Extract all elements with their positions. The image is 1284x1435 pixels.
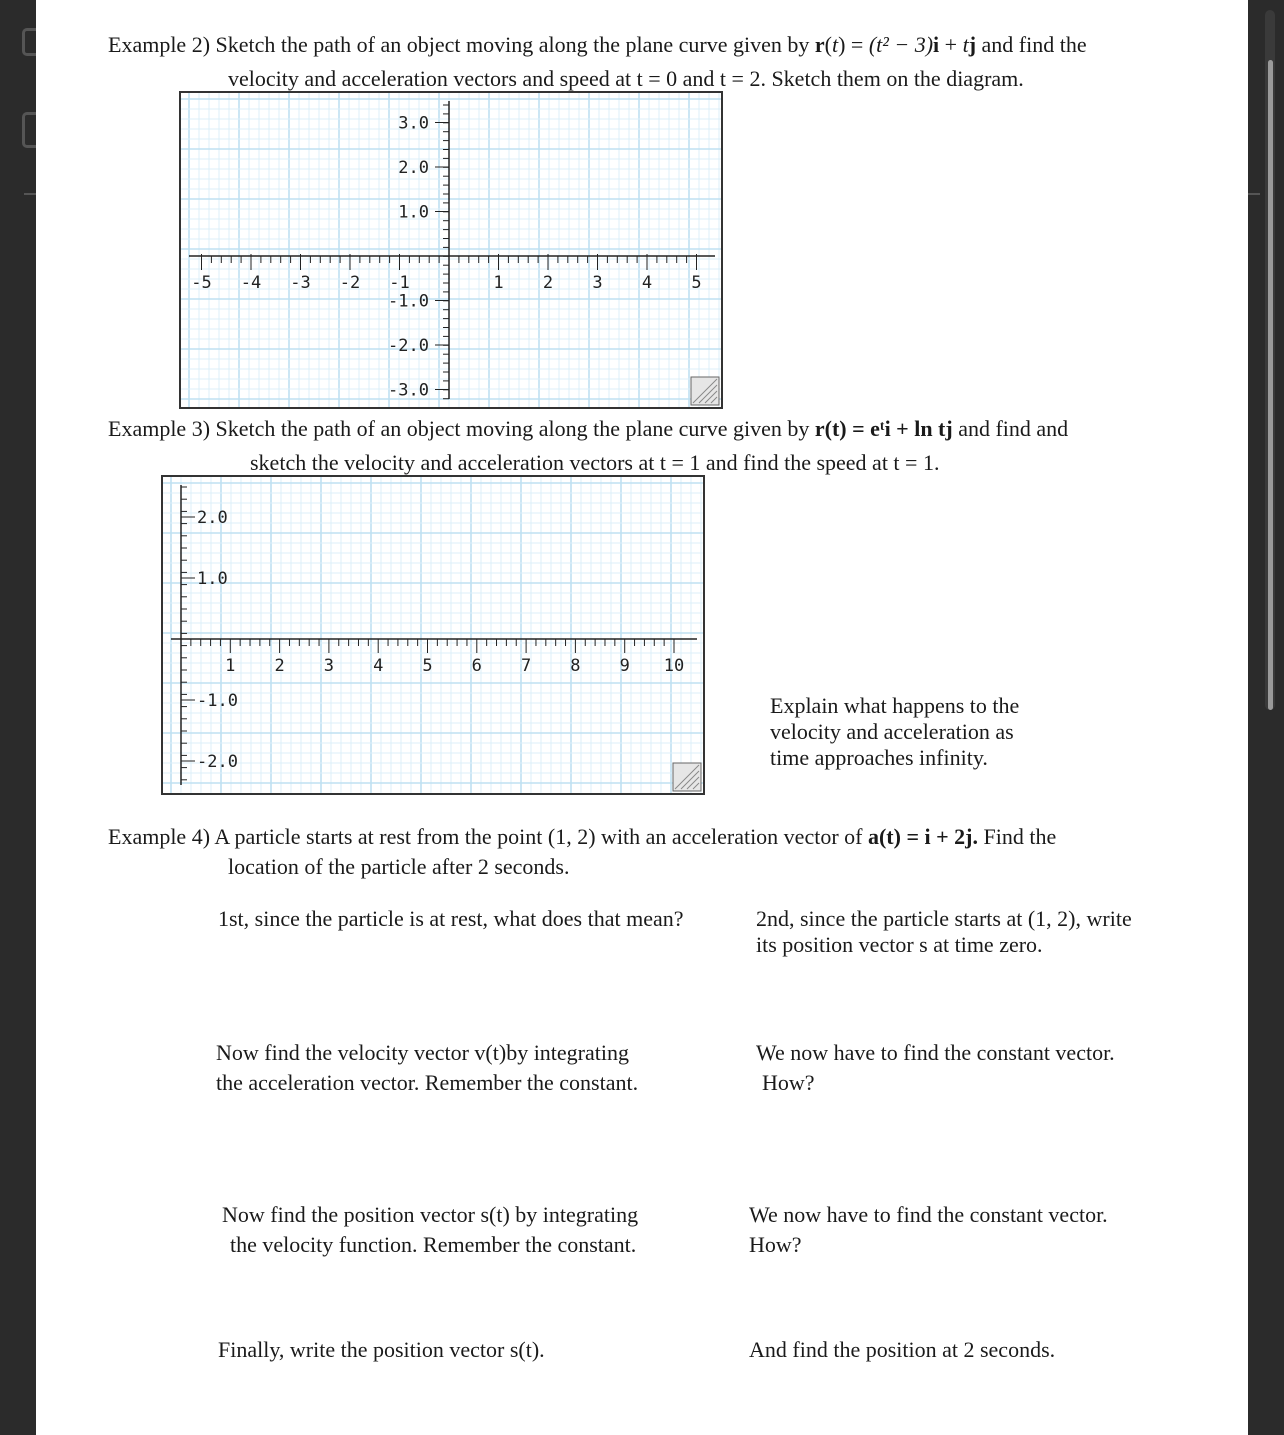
left-sidebar [0,0,36,1435]
question-3-line: Now find the velocity vector v(t)by integrating [216,1040,629,1065]
question-6-line: How? [749,1232,802,1257]
y-tick-label: -3.0 [388,380,429,401]
example-3-line-1 [108,416,1068,442]
example-3-formula: r(t) = eᵗi + ln tj [814,416,953,441]
divider [1248,193,1260,195]
x-tick-label: 9 [619,656,630,676]
question-3 [216,1038,638,1098]
formula-t: t [831,32,839,57]
example-2-line-1: Example 2) Sketch the path of an object moving along the plane curve given by r(t) = (t² − 3)i + tj and find the [108,32,1087,57]
x-tick-label: -3 [290,273,311,293]
question-7: Finally, write the position vector s(t). [218,1337,545,1362]
example-4-text: A particle starts at rest from the point (1, 2) with an acceleration vector of [214,824,863,849]
formula-j: j [968,32,977,57]
x-tick-label: -1 [389,273,410,293]
example-2-text: Sketch the path of an object moving along the plane curve given by [215,32,810,57]
explain-text [770,693,1019,771]
question-4-line: We now have to find the constant vector. [756,1040,1115,1065]
formula-r: r [814,32,825,57]
y-tick-label: 3.0 [398,113,429,134]
question-5-line: Now find the position vector s(t) by integrating [222,1202,639,1227]
x-tick-label: -4 [240,273,262,293]
example-4-line-2: location of the particle after 2 seconds. [228,854,570,879]
x-tick-label: 10 [663,656,685,676]
x-tick-label: 8 [570,656,581,676]
formula-i: i [933,32,940,57]
example-3-text-end: and find and [958,416,1069,441]
y-tick-label: -1.0 [197,691,238,711]
example-4-text-end: Find the [983,824,1057,849]
example-3-text: Sketch the path of an object moving along the plane curve given by [215,416,810,441]
formula-eq: = [850,32,864,57]
question-6-line: We now have to find the constant vector. [749,1202,1108,1227]
y-tick-label: 2.0 [197,508,228,528]
x-tick-label: 5 [422,656,433,676]
grid-graph-2 [181,93,721,407]
x-tick-label: 3 [323,656,335,676]
question-5 [222,1200,638,1260]
y-tick-label: -2.0 [197,752,238,772]
x-tick-label: 4 [373,656,384,676]
x-tick-label: 6 [471,656,482,676]
y-tick-label: 1.0 [398,202,429,223]
example-4-line-1 [108,824,1056,850]
question-2 [756,906,1132,958]
question-4 [756,1038,1115,1098]
x-tick-label: 2 [542,273,554,293]
example-3-line-2: sketch the velocity and acceleration vectors at t = 1 and find the speed at t = 1. [250,450,940,475]
example-2-text-end: and find the [981,32,1087,57]
divider [24,193,36,195]
y-tick-label: -1.0 [388,291,429,312]
example-2-label: Example 2) [108,32,211,57]
question-4-line: How? [762,1070,815,1095]
question-2-line: its position vector s at time zero. [756,932,1043,957]
x-tick-label: 5 [691,273,702,293]
explain-line: time approaches infinity. [770,745,988,770]
x-tick-label: 1 [225,656,236,676]
question-5-line: the velocity function. Remember the constant. [230,1232,637,1257]
question-3-line: the acceleration vector. Remember the constant. [216,1070,639,1095]
y-tick-label: 1.0 [197,569,228,589]
x-tick-label: 3 [592,273,603,293]
x-tick-label: -5 [191,273,212,293]
example-4-label: Example 4) [108,824,211,849]
x-tick-label: 4 [641,273,653,293]
formula-paren: (t² − 3) [868,32,934,57]
question-6 [749,1200,1108,1260]
x-tick-label: -2 [339,273,361,293]
question-2-line: 2nd, since the particle starts at (1, 2), write [756,906,1132,931]
question-1: 1st, since the particle is at rest, what does that mean? [218,906,684,931]
question-8: And find the position at 2 seconds. [749,1337,1056,1362]
y-tick-label: 2.0 [398,158,429,178]
x-tick-label: 7 [520,656,532,676]
y-tick-label: -2.0 [388,336,429,356]
grid-graph-3 [163,477,703,793]
scrollbar-thumb[interactable] [1268,60,1273,710]
formula-t2: t [962,32,969,57]
explain-line: Explain what happens to the [770,693,1020,718]
graph-example-2 [179,91,723,409]
x-tick-label: 1 [493,273,504,293]
x-tick-label: 2 [274,656,285,676]
example-3-label: Example 3) [108,416,211,441]
explain-line: velocity and acceleration as [770,719,1014,744]
document-page [36,0,1248,1435]
formula-plus: + [944,32,958,57]
example-2-line-2: velocity and acceleration vectors and speed at t = 0 and t = 2. Sketch them on the diagram. [228,66,1024,91]
example-4-formula: a(t) = i + 2j. [867,824,978,849]
graph-example-3 [161,475,705,795]
